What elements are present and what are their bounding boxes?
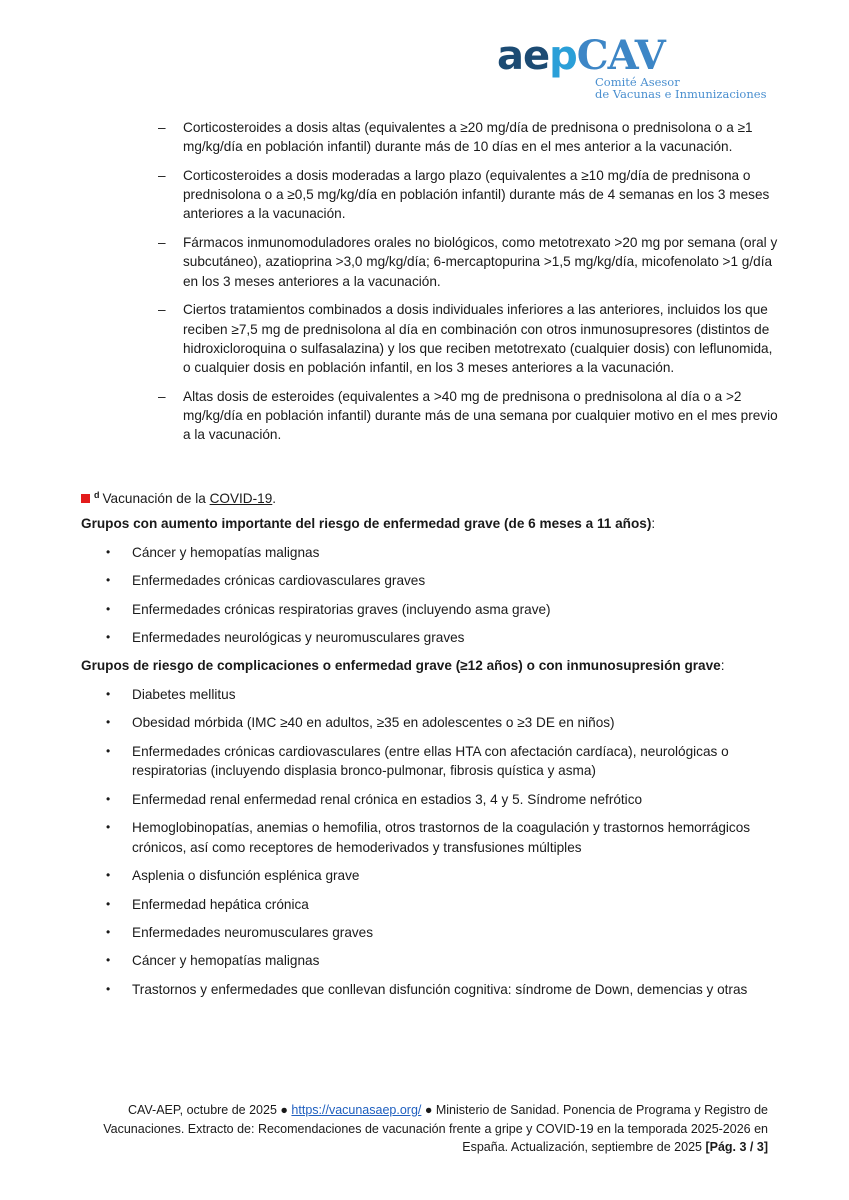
- heading-text: Grupos con aumento importante del riesgo de enfermedad grave (de 6 meses a 11 años): [81, 516, 652, 531]
- list-item: [158, 166, 778, 224]
- page-footer: [90, 1101, 768, 1157]
- list-item-text: Trastornos y enfermedades que conllevan disfunción cognitiva: síndrome de Down, demencias y otras: [132, 981, 748, 997]
- list-item: [106, 628, 786, 647]
- list-item: [106, 923, 786, 942]
- covid-note-suffix: .: [272, 491, 277, 506]
- bullet-icon: •: [106, 601, 111, 616]
- bullet-icon: •: [106, 868, 111, 883]
- list-item: [106, 571, 786, 590]
- list-item-text: Enfermedades crónicas cardiovasculares (entre ellas HTA con afectación cardíaca), neurológicas o respiratorias (incluyendo displasia bronco-pulmonar, fibrosis quística y asma): [132, 743, 729, 779]
- heading-text: Grupos de riesgo de complicaciones o enfermedad grave (≥12 años) o con inmunosupresión grave: [81, 658, 721, 673]
- bullet-icon: •: [106, 896, 111, 911]
- dash-marker: –: [158, 302, 166, 318]
- dash-marker: –: [158, 235, 166, 251]
- logo-ae: ae: [497, 33, 550, 79]
- covid-vaccination-note: [81, 486, 276, 508]
- footer-text-part1: CAV-AEP, octubre de 2025 ●: [127, 1103, 292, 1117]
- list-item: [106, 866, 786, 885]
- vacunasaep-link[interactable]: https://vacunasaep.org/: [291, 1103, 422, 1117]
- risk-groups-12y-plus-list: [106, 685, 786, 1008]
- list-item-text: Corticosteroides a dosis altas (equivalentes a ≥20 mg/día de prednisona o prednisolona o a ≥1 mg/kg/día en población infantil) durante más de 10 días en el mes anterior a la vacunación.: [183, 120, 753, 155]
- list-item-text: Enfermedades crónicas respiratorias graves (incluyendo asma grave): [132, 601, 551, 617]
- bullet-icon: •: [106, 924, 111, 939]
- bullet-icon: •: [106, 687, 111, 701]
- bullet-icon: •: [106, 715, 111, 730]
- covid-19-link[interactable]: COVID-19: [209, 491, 273, 506]
- bullet-icon: •: [106, 820, 111, 835]
- aepcav-logo: [497, 32, 772, 102]
- footer-text-part2: ● Ministerio de Sanidad. Ponencia de Programa y Registro de Vacunaciones. Extracto de: Recomendaciones de vacunación frente a gripe y COVID-19 en la temporada 2025-2026 en España. Actualización, septiembre de 2025: [103, 1103, 768, 1154]
- bullet-icon: •: [106, 743, 111, 758]
- bullet-icon: •: [106, 953, 111, 968]
- bullet-icon: •: [106, 545, 111, 559]
- list-item: [106, 713, 786, 732]
- list-item: [158, 300, 778, 377]
- section-heading-12y-plus: [81, 656, 725, 675]
- logo-subtitle-line1: Comité Asesor: [595, 75, 680, 89]
- dash-marker: –: [158, 167, 166, 183]
- footnote-superscript: d: [94, 490, 100, 500]
- list-item: [106, 790, 786, 809]
- logo-wordmark: [497, 34, 665, 78]
- list-item-text: Cáncer y hemopatías malignas: [132, 953, 320, 969]
- bullet-icon: •: [106, 791, 111, 806]
- page-number: [Pág. 3 / 3]: [705, 1140, 768, 1154]
- list-item: [106, 818, 786, 857]
- list-item-text: Asplenia o disfunción esplénica grave: [132, 868, 360, 884]
- list-item-text: Obesidad mórbida (IMC ≥40 en adultos, ≥35 en adolescentes o ≥3 DE en niños): [132, 715, 615, 731]
- list-item: [106, 980, 786, 999]
- list-item-text: Diabetes mellitus: [132, 687, 236, 702]
- list-item: [158, 387, 778, 445]
- list-item-text: Altas dosis de esteroides (equivalentes a >40 mg de prednisona o prednisolona al día o a >2 mg/kg/día en población infantil) durante más de una semana por cualquier motivo en el mes previo a la vacunación.: [183, 388, 778, 443]
- logo-subtitle: [595, 76, 766, 100]
- logo-cav: CAV: [576, 32, 665, 79]
- list-item-text: Fármacos inmunomoduladores orales no biológicos, como metotrexato >20 mg por semana (oral y subcutáneo), azatioprina >3,0 mg/kg/día; 6-mercaptopurina >1,5 mg/kg/día, micofenolato >1 g/día en los 3 meses anteriores a la vacunación.: [183, 235, 778, 289]
- list-item: [106, 600, 786, 619]
- dash-marker: –: [158, 388, 166, 404]
- list-item-text: Enfermedad renal enfermedad renal crónica en estadios 3, 4 y 5. Síndrome nefrótico: [132, 791, 643, 807]
- list-item-text: Corticosteroides a dosis moderadas a largo plazo (equivalentes a ≥10 mg/día de prednisona o prednisolona o a ≥0,5 mg/kg/día en población infantil) durante más de 4 semanas en los 3 meses anteriores a la vacunación.: [183, 167, 770, 222]
- list-item: [106, 742, 786, 781]
- list-item-text: Ciertos tratamientos combinados a dosis individuales inferiores a las anteriores, incluidos los que reciben ≥7,5 mg de prednisolona al día en combinación con otros inmunosupresores (distintos de hidroxicloroquina o sulfasalazina) y los que reciben metotrexato (cualquier dosis) con leflunomida, o cualquier dosis en población infantil, en los 3 meses anteriores a la vacunación.: [183, 302, 773, 376]
- section-heading-6m-11y: [81, 514, 655, 533]
- list-item: [158, 233, 778, 291]
- bullet-icon: •: [106, 981, 111, 996]
- risk-groups-6m-11y-list: [106, 543, 786, 657]
- immunosuppression-criteria-list: [158, 118, 778, 454]
- heading-colon: :: [651, 516, 656, 531]
- heading-colon: :: [720, 658, 725, 673]
- red-square-marker-icon: [81, 494, 90, 503]
- list-item: [106, 685, 786, 704]
- bullet-icon: •: [106, 630, 111, 645]
- list-item: [106, 951, 786, 970]
- dash-marker: –: [158, 120, 166, 135]
- list-item-text: Cáncer y hemopatías malignas: [132, 545, 320, 560]
- logo-p: p: [549, 33, 577, 79]
- list-item: [106, 895, 786, 914]
- list-item: [106, 543, 786, 562]
- list-item-text: Enfermedades neurológicas y neuromusculares graves: [132, 630, 465, 646]
- list-item-text: Enfermedad hepática crónica: [132, 896, 309, 912]
- bullet-icon: •: [106, 573, 111, 588]
- list-item: [158, 118, 778, 157]
- list-item-text: Enfermedades crónicas cardiovasculares graves: [132, 573, 426, 589]
- covid-note-prefix: Vacunación de la: [102, 491, 210, 506]
- logo-subtitle-line2: de Vacunas e Inmunizaciones: [595, 87, 767, 101]
- list-item-text: Hemoglobinopatías, anemias o hemofilia, otros trastornos de la coagulación y trastornos hemorrágicos crónicos, así como receptores de hemoderivados y transfusiones múltiples: [132, 820, 751, 855]
- list-item-text: Enfermedades neuromusculares graves: [132, 924, 374, 940]
